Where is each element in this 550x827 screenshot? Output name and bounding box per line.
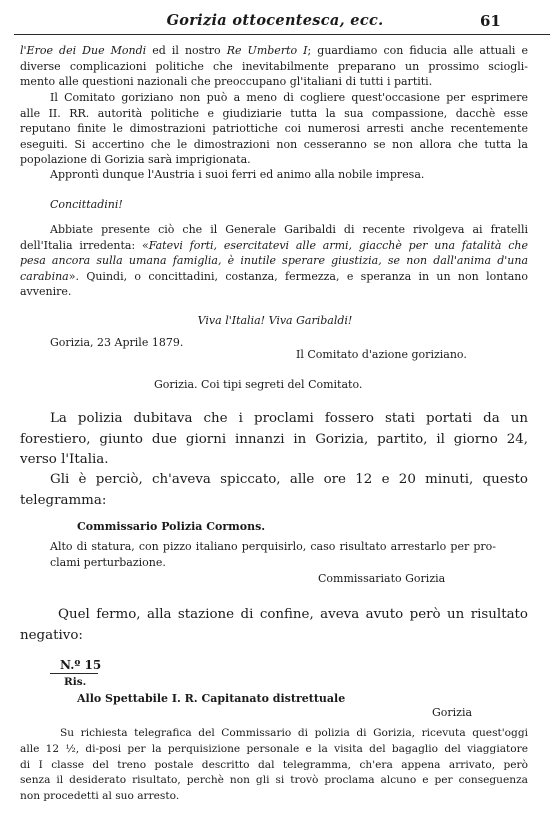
proclama-line: eseguiti. Si accertino che le dimostrazioni non cesseranno se non allora che tutta la (20, 137, 528, 151)
telegram-body (50, 539, 496, 570)
document-number-rule (50, 673, 98, 674)
document-line: di I classe del treno postale descritto dal telegramma, ch'era appena arrivato, però (20, 758, 528, 771)
running-header-title: Gorizia ottocentesca, ecc. (166, 12, 384, 29)
proclama-italic: Re Umberto I (226, 44, 308, 57)
proclama-line: Abbiate presente ciò che il Generale Garibaldi di recente rivolgeva ai fratelli (50, 223, 528, 236)
proclama-greeting: Concittadini! (50, 198, 123, 211)
document-city: Gorizia (432, 706, 473, 719)
telegram-sender: Commissariato Gorizia (318, 572, 446, 585)
proclama-paragraph-4 (20, 222, 528, 300)
telegram-recipient: Commissario Polizia Cormons. (77, 520, 266, 533)
proclama-paragraph-2 (20, 90, 528, 168)
proclama-line: Il Comitato goriziano non può a meno di cogliere quest'occasione per esprimere (50, 91, 528, 104)
proclama-italic: l'Eroe dei Due Mondi (20, 44, 147, 57)
document-addressee: Allo Spettabile I. R. Capitanato distrettuale (77, 692, 346, 705)
telegram-line: Alto di statura, con pizzo italiano perquisirlo, caso risultato arrestarlo per pro- (50, 540, 496, 553)
narrative-paragraph-2 (20, 470, 528, 511)
document-line: non procedetti al suo arresto. (20, 790, 180, 803)
proclama-text: dell'Italia irredenta: « (20, 238, 149, 252)
telegram-line: clami perturbazione. (50, 555, 166, 569)
document-ris: Ris. (64, 676, 87, 688)
narrative-line: Gli è perciò, ch'aveva spiccato, alle ore 12 e 20 minuti, questo (50, 472, 528, 487)
narrative-line: Quel fermo, alla stazione di confine, aveva avuto però un risultato (58, 607, 528, 622)
proclama-line: reputano finite le dimostrazioni patriottiche coi numerosi arresti anche recentemente (20, 122, 528, 136)
document-body (20, 726, 528, 805)
narrative-line: negativo: (20, 627, 83, 643)
proclama-date: Gorizia, 23 Aprile 1879. (50, 336, 184, 349)
page-number: 61 (480, 12, 501, 30)
proclama-paragraph-1 (20, 43, 528, 90)
proclama-line: diverse complicazioni politiche che inevitabilmente preparano un prossimo sciogli- (20, 59, 528, 73)
narrative-line: forestiero, giunto due giorni innanzi in Gorizia, partito, il giorno 24, (20, 431, 528, 447)
proclama-paragraph-3: Approntì dunque l'Austria i suoi ferri ed animo alla nobile impresa. (50, 168, 425, 181)
proclama-viva: Viva l'Italia! Viva Garibaldi! (197, 314, 353, 327)
narrative-paragraph-3 (20, 605, 528, 646)
proclama-italic: Fatevi forti, esercitatevi alle armi, giacchè per una fatalità che (148, 238, 528, 252)
proclama-line: pesa ancora sulla umana famiglia, è inutile sperare giustizia, se non dall'anima d'una (20, 254, 528, 268)
document-line: senza il desiderato risultato, perchè non gli si trovò proclama alcuno e per conseguenza (20, 774, 528, 787)
proclama-line (20, 269, 528, 285)
proclama-text: ; guardiamo con fiducia alle attuali e (307, 44, 529, 57)
proclama-line: avvenire. (20, 285, 72, 299)
narrative-line: telegramma: (20, 492, 107, 508)
proclama-text: ». Quindi, o concittadini, costanza, fermezza, e speranza in un non lontano (68, 269, 528, 283)
proclama-italic: carabina (20, 269, 69, 283)
document-line: alle 12 ½, di-posi per la perquisizione personale e la visita del bagaglio del viaggiatore (20, 742, 528, 755)
narrative-line: La polizia dubitava che i proclami fossero stati portati da un (50, 411, 528, 426)
proclama-line: popolazione di Gorizia sarà imprigionata. (20, 153, 251, 167)
proclama-line (20, 238, 528, 254)
document-line: Su richiesta telegrafica del Commissario di polizia di Gorizia, ricevuta quest'oggi (60, 727, 528, 739)
header-rule (14, 34, 550, 35)
proclama-text: ed il nostro (146, 44, 227, 57)
proclama-printer: Gorizia. Coi tipi segreti del Comitato. (154, 378, 363, 391)
proclama-line: alle II. RR. autorità politiche e giudiziarie tutta la sua compassione, dacchè esse (20, 106, 528, 120)
proclama-line: mento alle questioni nazionali che preoccupano gl'italiani di tutti i partiti. (20, 75, 433, 89)
proclama-line (20, 43, 528, 59)
narrative-line: verso l'Italia. (20, 452, 109, 467)
proclama-signature: Il Comitato d'azione goriziano. (296, 348, 467, 361)
narrative-paragraph-1 (20, 409, 528, 471)
document-number: N.º 15 (60, 658, 102, 672)
